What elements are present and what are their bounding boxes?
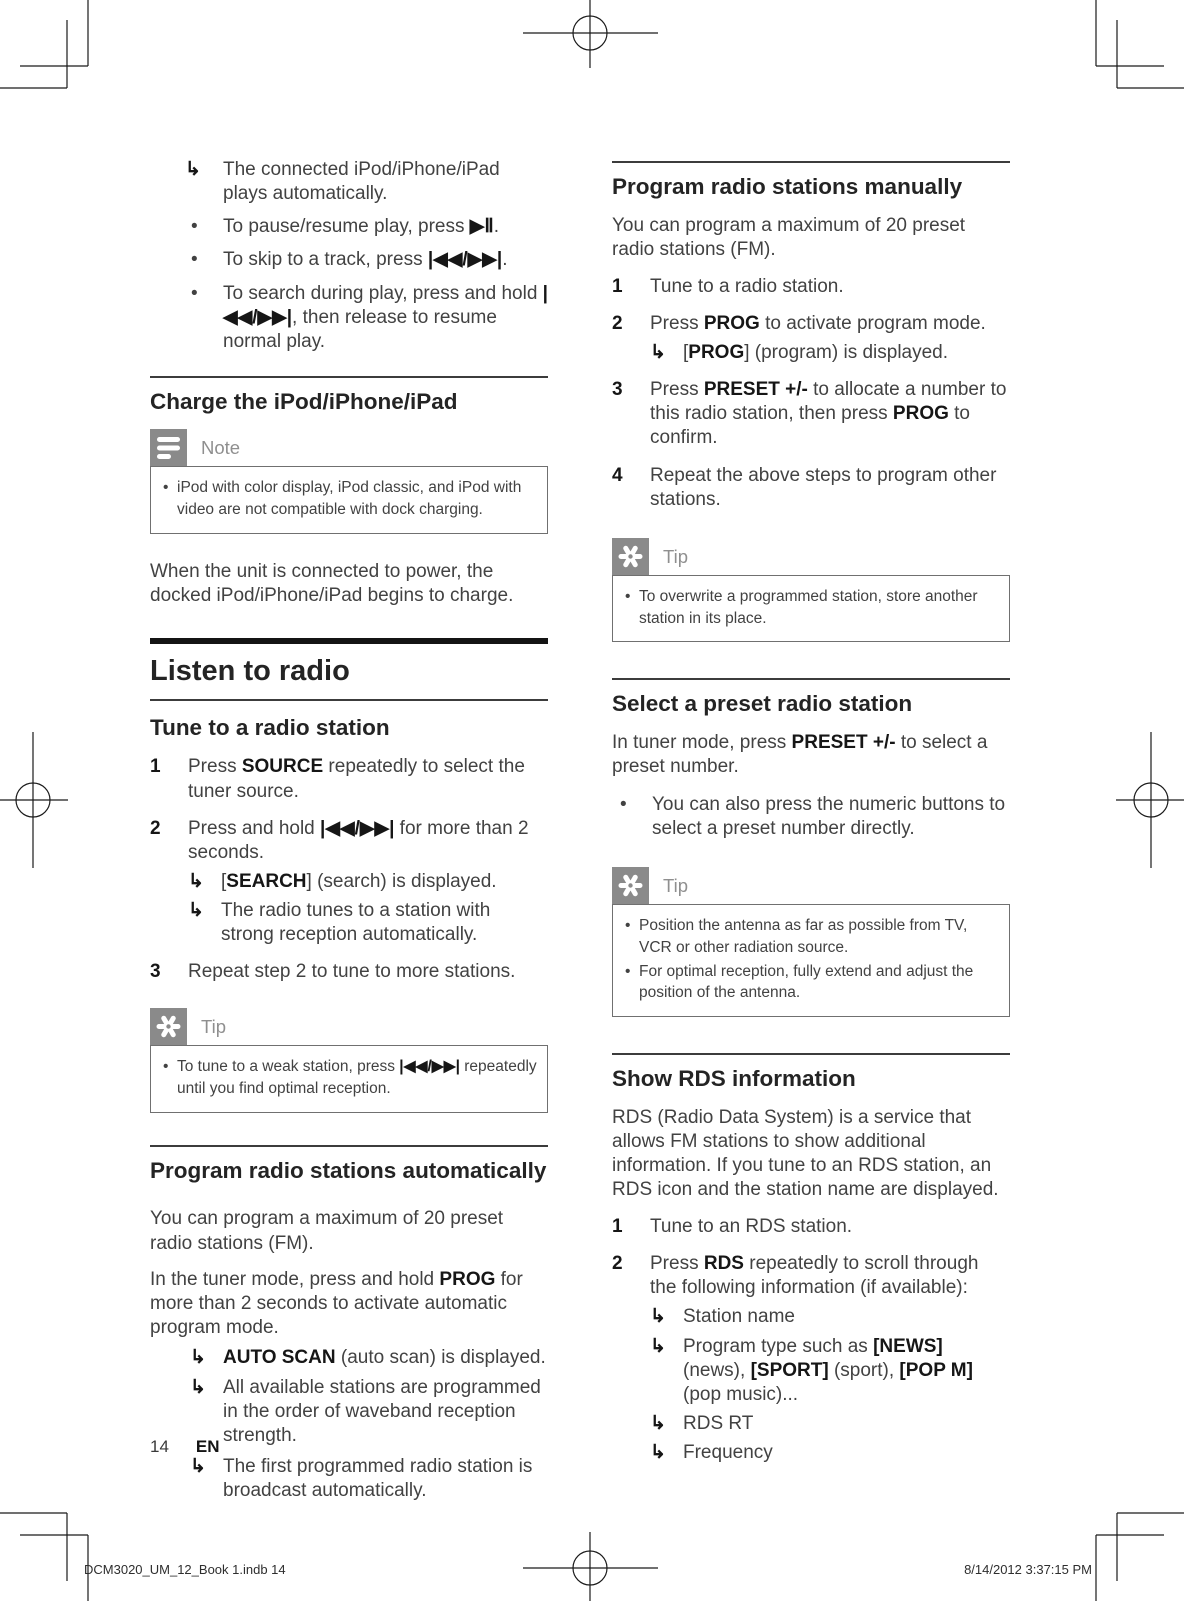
tip-item-text: To tune to a weak station, press |◀◀/▶▶| repeatedly until you find optimal reception. xyxy=(177,1058,537,1098)
bullet-icon: • xyxy=(191,216,198,238)
step-number: 1 xyxy=(612,275,623,297)
step-return xyxy=(188,870,548,894)
return-text: Station name xyxy=(683,1306,795,1328)
step-number: 3 xyxy=(150,961,161,983)
tip-callout-select xyxy=(612,867,1010,1017)
tip-item xyxy=(621,961,999,1004)
step-number: 1 xyxy=(612,1216,623,1238)
select-bullet xyxy=(612,793,1010,841)
return-arrow-icon: ↳ xyxy=(190,1377,206,1399)
return-text: [SEARCH] (search) is displayed. xyxy=(221,870,497,892)
chapter-rule xyxy=(150,699,548,701)
intro-list xyxy=(185,158,548,354)
registration-mark-bottom-center xyxy=(523,1532,658,1601)
return-arrow-icon: ↳ xyxy=(650,1412,666,1434)
step-text: Repeat the above steps to program other stations. xyxy=(650,464,997,510)
step-number: 4 xyxy=(612,464,623,486)
step-number: 1 xyxy=(150,756,161,778)
step-row xyxy=(612,464,1010,512)
step-return xyxy=(650,1335,1010,1407)
return-arrow-icon: ↳ xyxy=(188,870,204,892)
tip-item-text: Position the antenna as far as possible from TV, VCR or other radiation source. xyxy=(639,917,968,956)
tip-callout-manual xyxy=(612,538,1010,642)
tip-body xyxy=(612,904,1010,1017)
tip-label: Tip xyxy=(663,875,689,897)
auto-returns xyxy=(190,1346,548,1503)
tip-item xyxy=(621,915,999,958)
return-arrow-icon: ↳ xyxy=(185,159,201,180)
select-paragraph: In tuner mode, press PRESET +/- to select a preset number. xyxy=(612,731,988,777)
tip-icon xyxy=(150,1008,187,1045)
manual-steps xyxy=(612,275,1010,512)
step-body xyxy=(650,312,1010,365)
step-text: Press and hold |◀◀/▶▶| for more than 2 seconds. xyxy=(188,817,529,863)
step-row xyxy=(612,1215,1010,1239)
tip-callout-tune xyxy=(150,1008,548,1112)
step-text: Tune to an RDS station. xyxy=(650,1216,853,1238)
return-arrow-icon: ↳ xyxy=(650,1335,666,1357)
bullet-icon: • xyxy=(163,1058,169,1076)
tip-label: Tip xyxy=(201,1016,227,1038)
step-row xyxy=(150,755,548,803)
section-manual xyxy=(612,161,1010,202)
return-text: [PROG] (program) is displayed. xyxy=(683,342,949,364)
step-number: 2 xyxy=(150,817,161,839)
note-item-text: iPod with color display, iPod classic, and iPod with video are not compatible with dock charging. xyxy=(177,479,522,519)
tip-item xyxy=(621,586,999,629)
tip-body xyxy=(150,1045,548,1112)
return-arrow-icon: ↳ xyxy=(650,1306,666,1328)
return-item xyxy=(190,1455,548,1503)
step-return xyxy=(188,899,548,947)
return-text: All available stations are programmed in the order of waveband reception strength. xyxy=(223,1377,541,1447)
step-body xyxy=(188,817,548,948)
rds-heading: Show RDS information xyxy=(612,1066,856,1091)
return-arrow-icon: ↳ xyxy=(650,342,666,364)
step-text: Press PROG to activate program mode. xyxy=(650,312,986,334)
step-text: Press SOURCE repeatedly to select the tuner source. xyxy=(188,756,525,802)
bullet-icon: • xyxy=(191,249,198,271)
return-text: Frequency xyxy=(683,1442,773,1464)
charge-heading: Charge the iPod/iPhone/iPad xyxy=(150,388,458,414)
right-column xyxy=(612,0,1010,1465)
bullet-text: To pause/resume play, press ▶Ⅱ. xyxy=(223,216,500,238)
step-row xyxy=(612,312,1010,365)
tip-icon xyxy=(612,538,649,575)
bullet-icon: • xyxy=(163,479,169,497)
tip-item-text: For optimal reception, fully extend and adjust the position of the antenna. xyxy=(639,962,974,1002)
manual-paragraph: You can program a maximum of 20 preset radio stations (FM). xyxy=(612,214,966,260)
bullet-item xyxy=(185,248,548,272)
bullet-text: You can also press the numeric buttons to select a preset number directly. xyxy=(652,794,1006,840)
return-text: The radio tunes to a station with strong reception automatically. xyxy=(221,900,491,946)
bullet-item xyxy=(185,215,548,239)
bullet-icon: • xyxy=(625,962,631,980)
page-footer xyxy=(150,1437,220,1457)
return-arrow-icon: ↳ xyxy=(650,1442,666,1464)
listen-heading: Listen to radio xyxy=(150,655,350,688)
return-text: Program type such as [NEWS] (news), [SPORT] (sport), [POP M] (pop music)... xyxy=(683,1335,973,1405)
auto-paragraph-2: In the tuner mode, press and hold PROG for more than 2 seconds to activate automatic program mode. xyxy=(150,1268,523,1338)
step-row xyxy=(150,960,548,984)
left-column xyxy=(150,0,548,1503)
section-charge xyxy=(150,376,548,417)
tip-icon xyxy=(612,867,649,904)
step-text: Press PRESET +/- to allocate a number to this radio station, then press PROG to confirm. xyxy=(650,379,1007,449)
step-text: Repeat step 2 to tune to more stations. xyxy=(188,961,516,983)
step-body xyxy=(650,1252,1010,1465)
step-number: 2 xyxy=(612,312,623,334)
step-return xyxy=(650,1305,1010,1329)
section-auto xyxy=(150,1145,548,1186)
rds-steps xyxy=(612,1215,1010,1465)
step-row xyxy=(612,378,1010,450)
bullet-item xyxy=(185,282,548,354)
auto-paragraph-1: You can program a maximum of 20 preset radio stations (FM). xyxy=(150,1208,504,1254)
return-item xyxy=(185,158,548,206)
return-item xyxy=(190,1376,548,1448)
step-text: Tune to a radio station. xyxy=(650,275,844,297)
tip-label: Tip xyxy=(663,545,689,567)
print-footer-timestamp: 8/14/2012 3:37:15 PM xyxy=(964,1562,1092,1577)
chapter-listen xyxy=(150,638,548,701)
return-arrow-icon: ↳ xyxy=(190,1455,206,1477)
return-text: RDS RT xyxy=(683,1412,754,1434)
note-callout xyxy=(150,429,548,533)
tune-heading: Tune to a radio station xyxy=(150,714,390,740)
step-row xyxy=(612,1252,1010,1465)
bullet-icon: • xyxy=(625,917,631,935)
step-number: 2 xyxy=(612,1253,623,1275)
auto-heading: Program radio stations automatically xyxy=(150,1157,547,1183)
registration-mark-left-middle xyxy=(0,732,68,868)
note-icon xyxy=(150,429,187,466)
note-item xyxy=(159,477,537,520)
bullet-text: To skip to a track, press |◀◀/▶▶|. xyxy=(223,249,508,271)
page-number: 14 xyxy=(150,1437,169,1456)
step-number: 3 xyxy=(612,379,623,401)
section-rds xyxy=(612,1053,1010,1094)
rds-paragraph: RDS (Radio Data System) is a service that allows FM stations to show additional information. If you tune to an RDS station, an RDS icon and the station name are displayed. xyxy=(612,1106,999,1200)
tip-body xyxy=(612,575,1010,642)
bullet-text: To search during play, press and hold |◀◀/▶▶|, then release to resume normal play. xyxy=(223,282,548,352)
chapter-bar xyxy=(150,638,548,644)
return-arrow-icon: ↳ xyxy=(190,1347,206,1369)
language-label: EN xyxy=(195,1437,220,1456)
step-row xyxy=(612,275,1010,299)
charge-paragraph: When the unit is connected to power, the docked iPod/iPhone/iPad begins to charge. xyxy=(150,560,514,606)
step-return xyxy=(650,1441,1010,1465)
step-return xyxy=(650,1412,1010,1436)
tip-item-text: To overwrite a programmed station, store another station in its place. xyxy=(639,587,978,627)
bullet-icon: • xyxy=(625,587,631,605)
return-arrow-icon: ↳ xyxy=(188,900,204,922)
tip-item xyxy=(159,1056,537,1099)
step-text: Press RDS repeatedly to scroll through the following information (if available): xyxy=(650,1253,979,1299)
return-text: AUTO SCAN (auto scan) is displayed. xyxy=(223,1347,546,1369)
select-heading: Select a preset radio station xyxy=(612,691,913,717)
return-text: The connected iPod/iPhone/iPad plays automatically. xyxy=(223,159,500,205)
section-select xyxy=(612,678,1010,719)
step-return xyxy=(650,341,1010,365)
print-footer-filename: DCM3020_UM_12_Book 1.indb 14 xyxy=(84,1562,286,1577)
bullet-icon: • xyxy=(191,282,198,304)
step-row xyxy=(150,817,548,948)
tune-steps xyxy=(150,755,548,984)
return-text: The first programmed radio station is broadcast automatically. xyxy=(223,1455,533,1501)
return-item xyxy=(190,1346,548,1370)
bullet-icon: • xyxy=(620,794,627,815)
note-label: Note xyxy=(201,437,241,459)
registration-mark-right-middle xyxy=(1116,732,1184,868)
manual-heading: Program radio stations manually xyxy=(612,174,963,199)
note-body xyxy=(150,466,548,533)
